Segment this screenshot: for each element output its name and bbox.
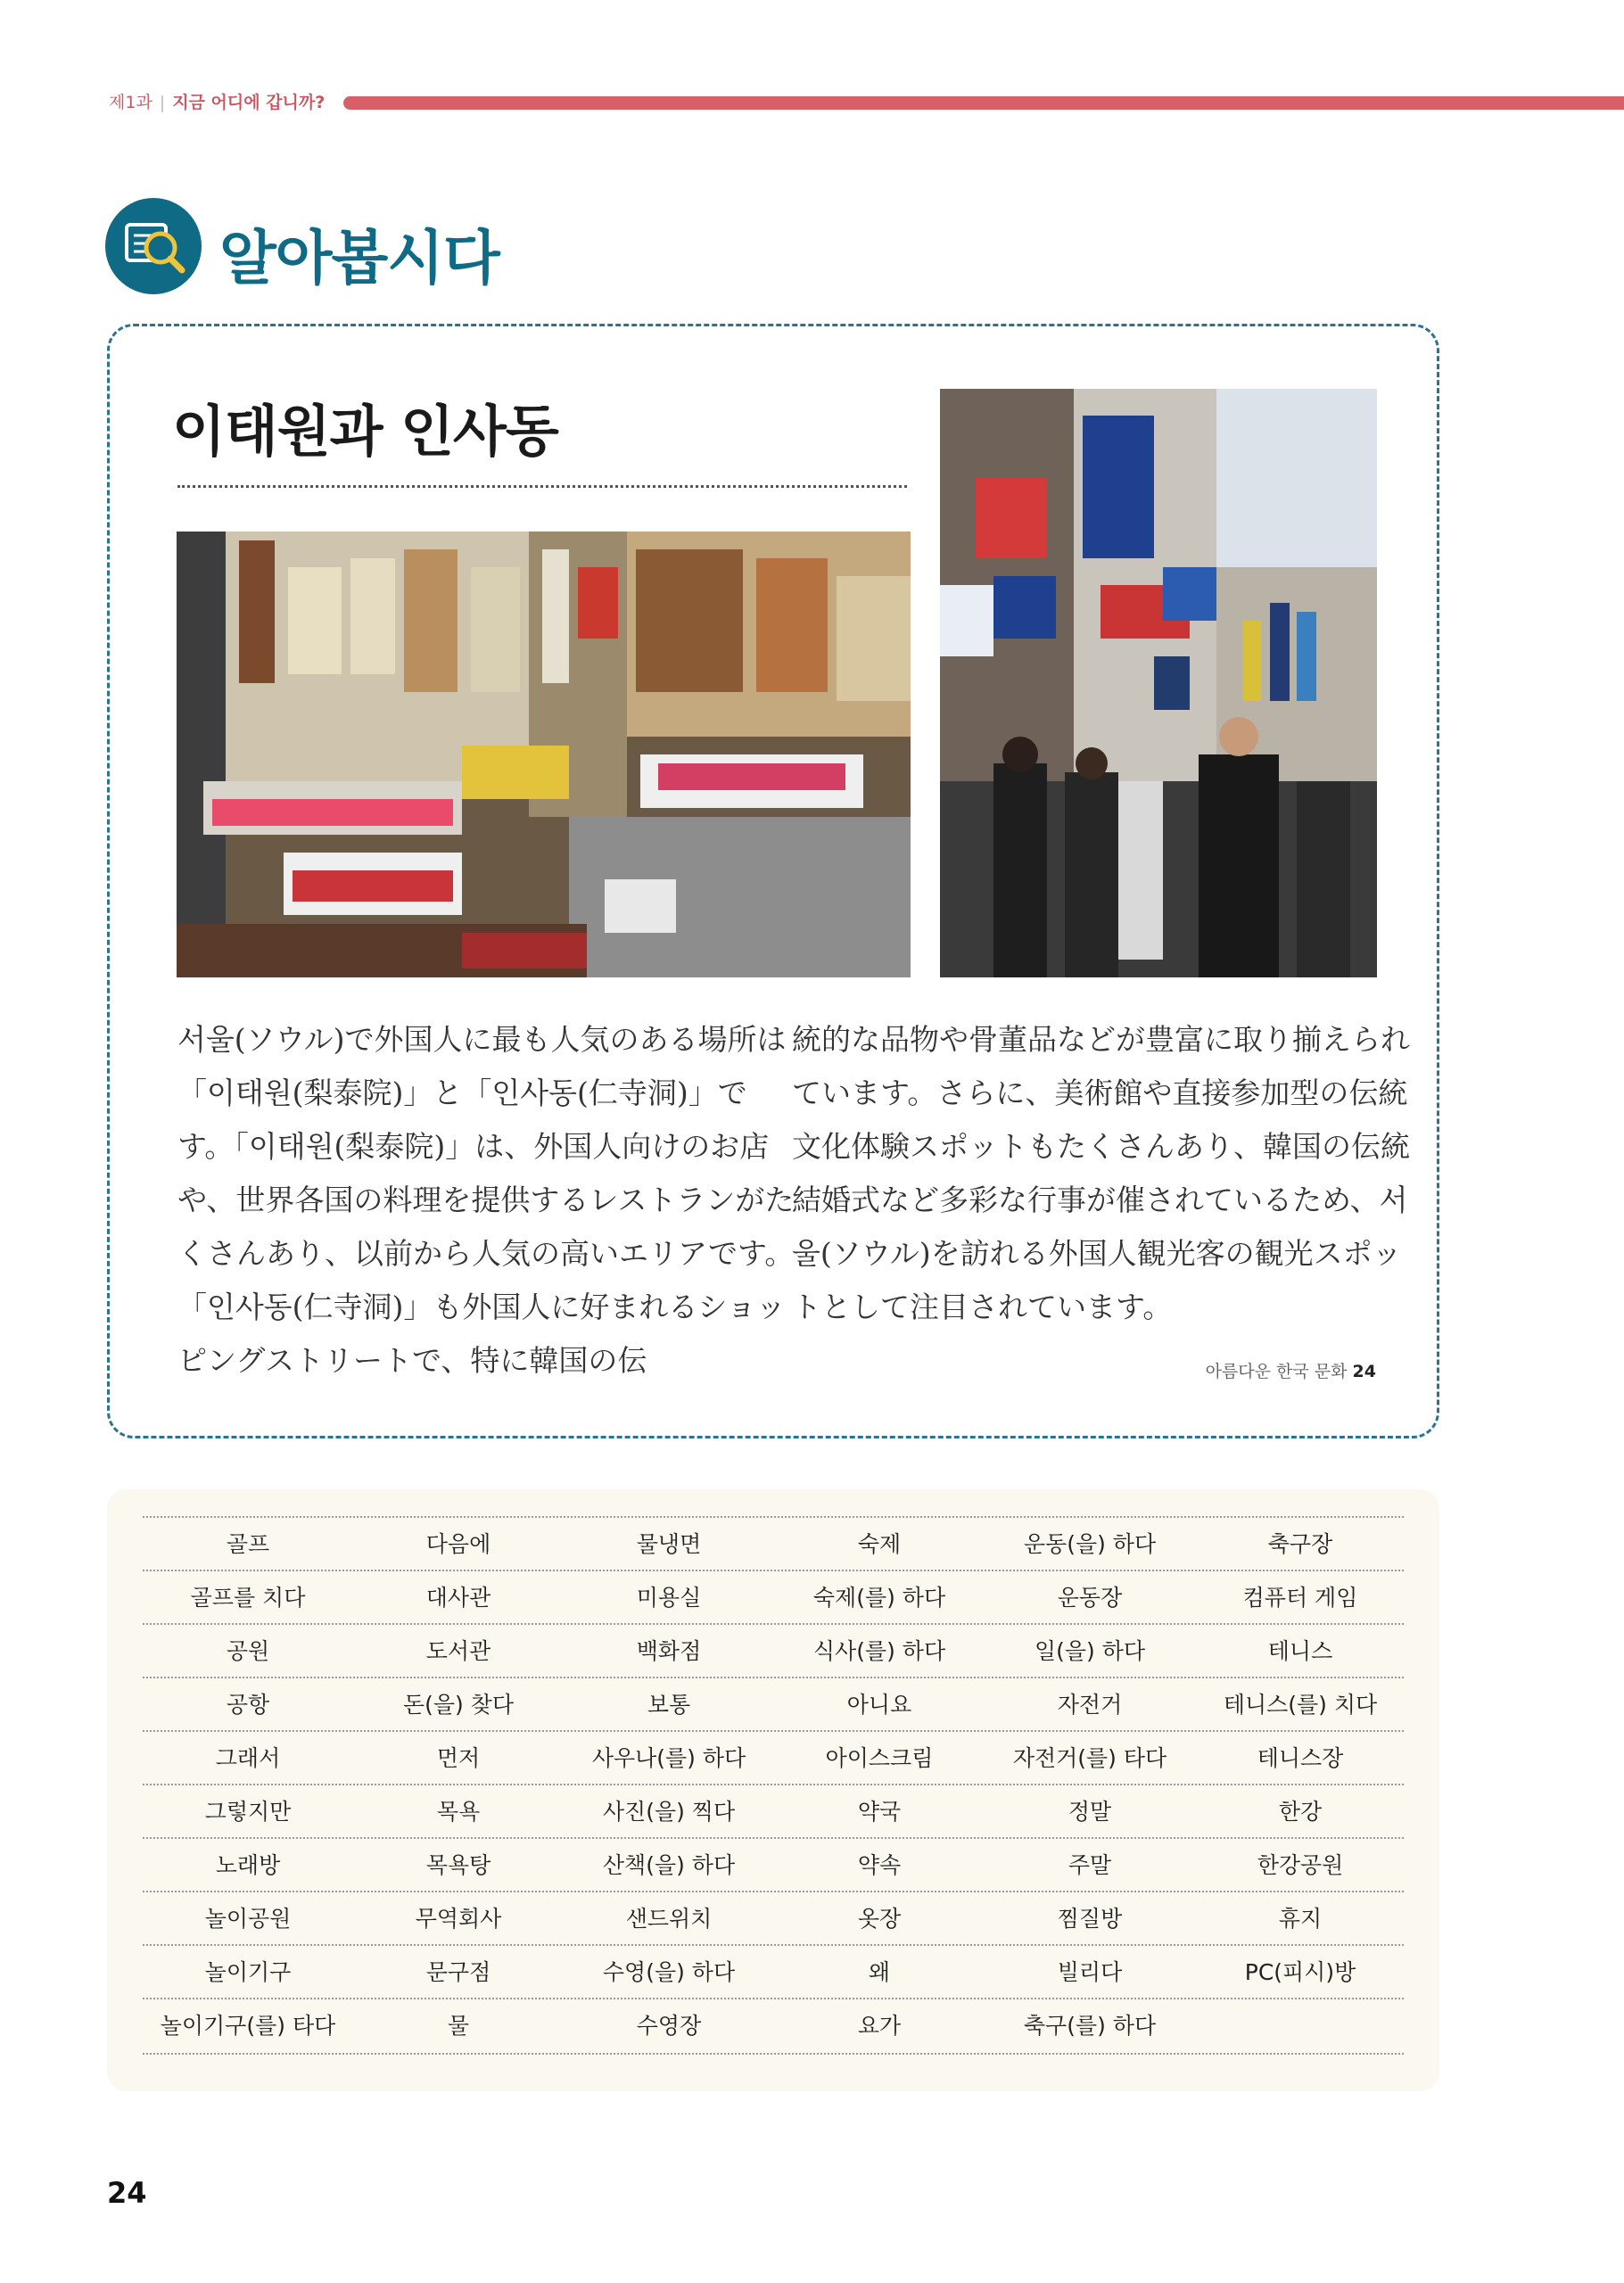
vocab-word: 약국 xyxy=(857,1799,902,1825)
vocab-word: 골프를 치다 xyxy=(190,1585,306,1611)
vocab-row xyxy=(143,1623,1404,1678)
chapter-title: 지금 어디에 갑니까? xyxy=(172,93,326,112)
vocab-word: 수영장 xyxy=(636,2013,702,2039)
article-body-left: 서울(ソウル)で外国人に最も人気のある場所は「이태원(梨泰院)」と「인사동(仁寺洞)」です。「이태원(梨泰院)」は、外国人向けのお店や、世界各国の料理を提供するレストランがたくさんあり、以前から人気の高いエリアです。「인사동(仁寺洞)」も外国人に好まれるショッピングストリートで、特に韓国の伝 xyxy=(177,1022,795,1378)
vocab-word: 축구(를) 하다 xyxy=(1023,2013,1157,2039)
vocab-word: 보통 xyxy=(647,1692,691,1718)
vocab-row xyxy=(143,1730,1404,1785)
section-title: 알아봅시다 xyxy=(219,224,499,293)
vocab-word: 다음에 xyxy=(425,1531,491,1557)
vocab-word: 그래서 xyxy=(215,1745,281,1771)
vocab-word: 축구장 xyxy=(1267,1531,1333,1557)
vocab-row xyxy=(143,1837,1404,1892)
vocab-row xyxy=(143,1891,1404,1946)
title-divider xyxy=(177,485,907,488)
article-body-right: 統的な品物や骨董品などが豊富に取り揃えられています。さらに、美術館や直接参加型の伝統文化体験スポットもたくさんあり、韓国の伝統結婚式など多彩な行事が催されているため、서울(ソウル)を訪れる外国人観光客の観光スポットとして注目されています。 xyxy=(792,1022,1410,1324)
vocab-word: 대사관 xyxy=(425,1585,491,1611)
vocab-word: 주말 xyxy=(1068,1852,1112,1878)
vocab-word: 놀이기구(를) 타다 xyxy=(160,2013,336,2039)
source-citation xyxy=(1206,1358,1376,1382)
vocab-word: 목욕탕 xyxy=(425,1852,491,1878)
vocab-row xyxy=(143,1570,1404,1625)
source-label: 아름다운 한국 문화 xyxy=(1205,1362,1348,1381)
vocab-word: 자전거(를) 타다 xyxy=(1012,1745,1167,1771)
vocab-word: 문구점 xyxy=(425,1959,491,1985)
vocab-word: 목욕 xyxy=(436,1799,481,1825)
vocab-word: 정말 xyxy=(1068,1799,1112,1825)
article-box xyxy=(107,324,1439,1438)
vocab-word: 미용실 xyxy=(636,1585,702,1611)
vocab-word: 그렇지만 xyxy=(204,1799,292,1825)
vocab-word: 노래방 xyxy=(215,1852,281,1878)
vocab-word: 한강공원 xyxy=(1257,1852,1344,1878)
running-header xyxy=(109,93,1624,112)
chapter-label: 제1과 xyxy=(109,93,153,112)
vocab-word: 샌드위치 xyxy=(625,1906,713,1932)
vocab-word: 약속 xyxy=(857,1852,902,1878)
vocab-row xyxy=(143,1784,1404,1839)
vocab-word: 휴지 xyxy=(1278,1906,1323,1932)
vocab-word: 공항 xyxy=(226,1692,270,1718)
vocab-word: 놀이기구 xyxy=(204,1959,292,1985)
vocab-word: 무역회사 xyxy=(415,1906,502,1932)
vocab-word: 수영(을) 하다 xyxy=(602,1959,736,1985)
vocab-word: 먼저 xyxy=(436,1745,481,1771)
vocab-word: 테니스장 xyxy=(1257,1745,1344,1771)
vocab-word: 테니스 xyxy=(1267,1638,1333,1664)
vocab-row xyxy=(143,1516,1404,1571)
vocabulary-list xyxy=(107,1489,1439,2091)
vocab-word: 식사(를) 하다 xyxy=(812,1638,946,1664)
vocab-word: 사우나(를) 하다 xyxy=(591,1745,746,1771)
vocab-word: 옷장 xyxy=(857,1906,902,1932)
vocab-word: PC(피시)방 xyxy=(1244,1959,1356,1985)
vocab-word: 테니스(를) 치다 xyxy=(1223,1692,1378,1718)
vocab-word: 찜질방 xyxy=(1057,1906,1123,1932)
source-page: 24 xyxy=(1352,1362,1376,1381)
vocab-word: 사진(을) 찍다 xyxy=(602,1799,736,1825)
vocab-word: 도서관 xyxy=(425,1638,491,1664)
vocab-row xyxy=(143,1944,1404,1999)
vocab-word: 자전거 xyxy=(1057,1692,1123,1718)
vocab-row xyxy=(143,1998,1404,2055)
insadong-shop-photo xyxy=(177,532,911,977)
chapter-heading xyxy=(109,93,325,112)
vocab-word: 운동장 xyxy=(1057,1585,1123,1611)
vocab-word: 돈(을) 찾다 xyxy=(402,1692,515,1718)
itaewon-street-photo xyxy=(940,389,1377,977)
vocab-row xyxy=(143,1677,1404,1732)
vocab-word: 물냉면 xyxy=(636,1531,702,1557)
vocab-word: 숙제(를) 하다 xyxy=(812,1585,946,1611)
vocab-word: 왜 xyxy=(868,1959,891,1985)
vocab-word: 물 xyxy=(447,2013,470,2039)
vocab-word: 골프 xyxy=(226,1531,270,1557)
chapter-separator: | xyxy=(159,93,166,112)
vocab-word: 산책(을) 하다 xyxy=(602,1852,736,1878)
vocab-word: 아니요 xyxy=(846,1692,912,1718)
vocab-word: 아이스크림 xyxy=(825,1745,934,1771)
vocab-word: 한강 xyxy=(1278,1799,1323,1825)
article-title: 이태원과 인사동 xyxy=(172,399,558,464)
vocab-word: 요가 xyxy=(857,2013,902,2039)
page-number: 24 xyxy=(107,2176,147,2210)
vocab-word: 공원 xyxy=(226,1638,270,1664)
vocab-word: 운동(을) 하다 xyxy=(1023,1531,1157,1557)
vocab-word xyxy=(1195,1999,1406,2053)
header-accent-line xyxy=(343,96,1624,110)
vocab-word: 숙제 xyxy=(857,1531,902,1557)
vocab-word: 놀이공원 xyxy=(204,1906,292,1932)
vocab-word: 빌리다 xyxy=(1057,1959,1123,1985)
book-magnifier-icon xyxy=(105,198,202,294)
vocab-word: 일(을) 하다 xyxy=(1034,1638,1146,1664)
vocab-word: 컴퓨터 게임 xyxy=(1242,1585,1358,1611)
vocab-word: 백화점 xyxy=(636,1638,702,1664)
